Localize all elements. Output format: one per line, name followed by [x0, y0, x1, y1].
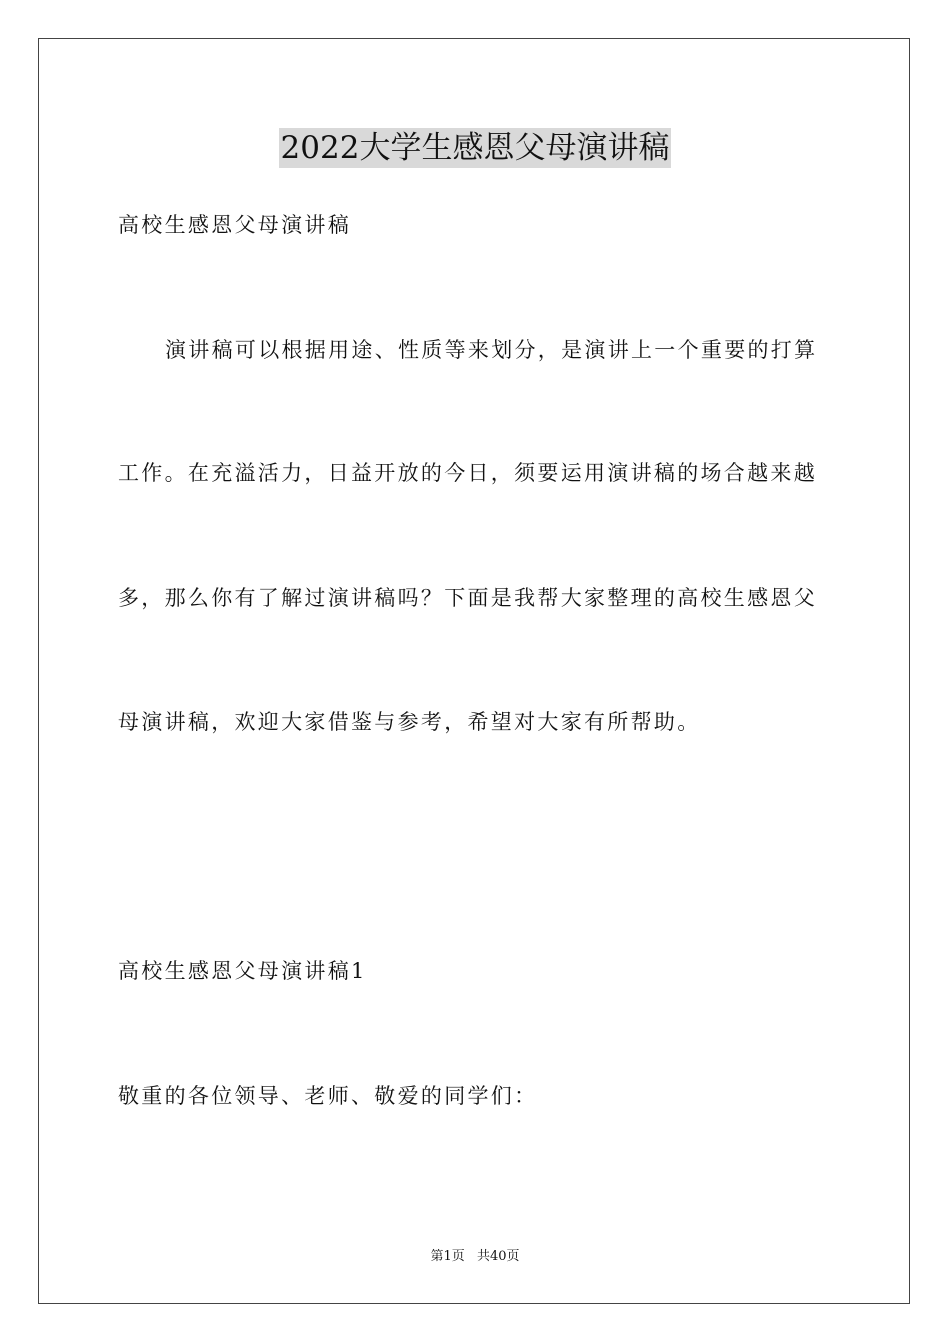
title-container: [0, 128, 950, 168]
document-subtitle: 高校生感恩父母演讲稿: [118, 213, 351, 237]
salutation: 敬重的各位领导、老师、敬爱的同学们：: [118, 1084, 538, 1108]
page-number-current: 第1页: [430, 1249, 465, 1264]
paragraph-line: 工作。在充溢活力，日益开放的今日，须要运用演讲稿的场合越来越: [118, 461, 817, 485]
paragraph-line: 母演讲稿，欢迎大家借鉴与参考，希望对大家有所帮助。: [118, 710, 701, 734]
section-heading: 高校生感恩父母演讲稿1: [118, 959, 367, 983]
paragraph-line: 多，那么你有了解过演讲稿吗？下面是我帮大家整理的高校生感恩父: [118, 586, 817, 610]
document-title: 2022大学生感恩父母演讲稿: [280, 130, 670, 166]
page-footer: [0, 1248, 950, 1266]
page-number-total: 共40页: [476, 1249, 520, 1264]
paragraph-line: 演讲稿可以根据用途、性质等来划分，是演讲上一个重要的打算: [165, 338, 818, 362]
